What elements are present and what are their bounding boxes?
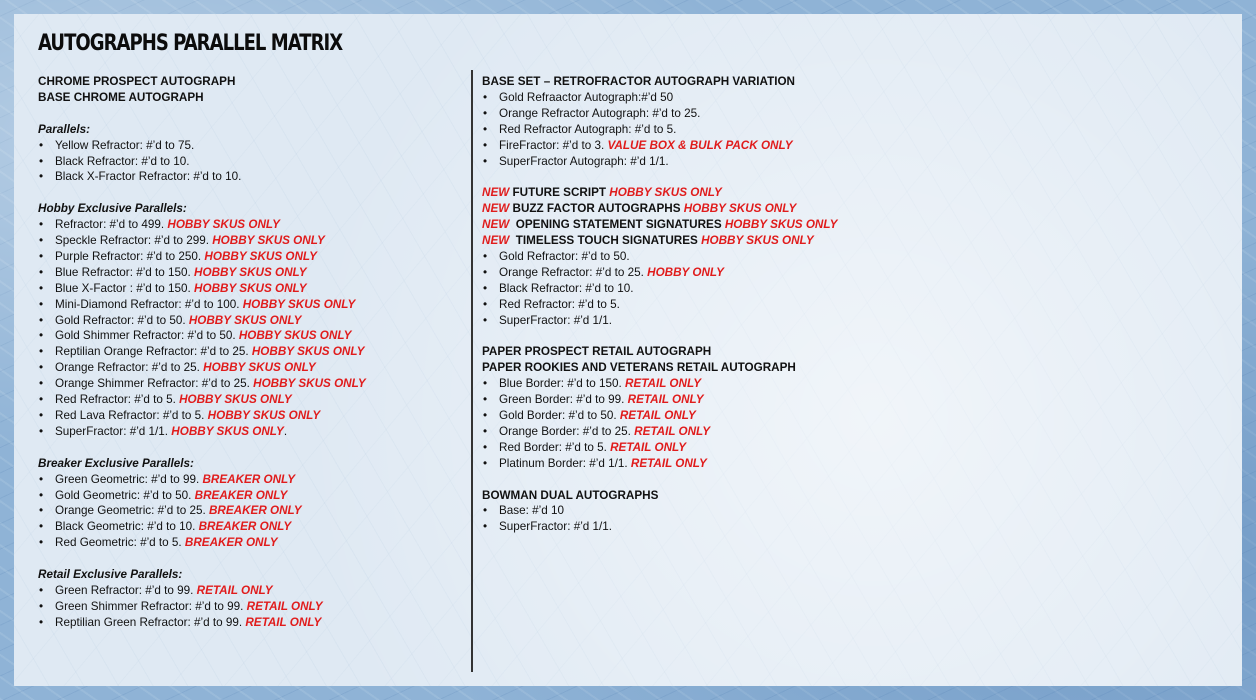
item-suffix: . <box>283 424 288 438</box>
insert-name: OPENING STATEMENT SIGNATURES <box>509 218 725 232</box>
list-item <box>482 392 1222 408</box>
section-header-paper-prospect: PAPER PROSPECT RETAIL AUTOGRAPH <box>482 345 712 359</box>
list-item <box>482 106 1222 122</box>
section-header-base-chrome: BASE CHROME AUTOGRAPH <box>38 90 204 104</box>
list-item <box>482 90 1222 106</box>
list-item <box>482 281 1222 297</box>
section-header-paper-rookies: PAPER ROOKIES AND VETERANS RETAIL AUTOGRAPH <box>482 361 796 375</box>
exclusive-tag: RETAIL ONLY <box>196 583 273 597</box>
list-item <box>38 392 458 408</box>
content-panel <box>14 14 1242 686</box>
exclusive-tag: HOBBY SKUS ONLY <box>724 218 838 232</box>
page-title: AUTOGRAPHS PARALLEL MATRIX <box>38 31 343 56</box>
exclusive-tag: HOBBY SKUS ONLY <box>179 393 292 407</box>
exclusive-tag: HOBBY ONLY <box>647 265 724 279</box>
item-text: Orange Shimmer Refractor: #’d to 25. <box>55 377 254 391</box>
item-text: Red Refractor: #’d to 5. <box>55 393 180 407</box>
item-text: SuperFractor: #’d 1/1. <box>499 520 613 534</box>
new-badge: NEW <box>482 202 510 216</box>
insert-name: BUZZ FACTOR AUTOGRAPHS <box>509 202 684 216</box>
list-paper-retail <box>482 376 1222 471</box>
item-text: Green Border: #’d to 99. <box>499 393 628 407</box>
list-retail-exclusive <box>38 583 458 631</box>
list-item <box>482 408 1222 424</box>
item-text: Black Refractor: #’d to 10. <box>499 281 634 295</box>
section-header-bowman-dual: BOWMAN DUAL AUTOGRAPHS <box>482 488 659 502</box>
item-text: Orange Refractor: #’d to 25. <box>499 265 648 279</box>
exclusive-tag: BREAKER ONLY <box>184 536 278 550</box>
item-text: Gold Refraactor Autograph:#’d 50 <box>499 90 674 104</box>
list-item <box>482 456 1222 472</box>
exclusive-tag: HOBBY SKUS ONLY <box>212 234 325 248</box>
exclusive-tag: BREAKER ONLY <box>194 488 288 502</box>
item-text: Green Geometric: #’d to 99. <box>55 472 203 486</box>
column-divider <box>471 70 473 672</box>
exclusive-tag: RETAIL ONLY <box>625 377 702 391</box>
insert-name: FUTURE SCRIPT <box>509 186 610 200</box>
exclusive-tag: HOBBY SKUS ONLY <box>251 345 365 359</box>
insert-name: TIMELESS TOUCH SIGNATURES <box>509 234 702 248</box>
item-text: Blue Border: #’d to 150. <box>499 377 626 391</box>
item-text: Gold Refractor: #’d to 50. <box>499 249 630 263</box>
item-text: SuperFractor: #’d 1/1. <box>55 424 172 438</box>
list-item <box>38 297 458 313</box>
item-text: Red Geometric: #’d to 5. <box>55 536 185 550</box>
subheader-hobby-exclusive: Hobby Exclusive Parallels: <box>38 202 187 216</box>
list-item <box>38 265 458 281</box>
exclusive-tag: HOBBY SKUS ONLY <box>242 297 356 311</box>
list-item <box>38 328 458 344</box>
exclusive-tag: HOBBY SKUS ONLY <box>204 249 317 263</box>
exclusive-tag: HOBBY SKUS ONLY <box>238 329 352 343</box>
subheader-breaker-exclusive: Breaker Exclusive Parallels: <box>38 456 194 470</box>
item-text: Reptilian Orange Refractor: #’d to 25. <box>55 345 252 359</box>
list-item <box>482 122 1222 138</box>
exclusive-tag: RETAIL ONLY <box>246 599 323 613</box>
exclusive-tag: RETAIL ONLY <box>245 615 322 629</box>
list-breaker-exclusive <box>38 472 458 552</box>
exclusive-tag: RETAIL ONLY <box>619 409 696 422</box>
item-text: Green Refractor: #’d to 99. <box>55 583 197 597</box>
exclusive-tag: HOBBY SKUS ONLY <box>683 202 797 216</box>
list-item <box>38 488 458 504</box>
item-text: Orange Refractor: #’d to 25. <box>55 361 204 375</box>
list-item <box>482 376 1222 392</box>
list-insert-parallels <box>482 249 1222 329</box>
exclusive-tag: RETAIL ONLY <box>627 393 704 407</box>
list-item <box>482 154 1222 170</box>
item-text: SuperFractor Autograph: #’d 1/1. <box>499 154 669 168</box>
section-header-retrofractor: BASE SET – RETROFRACTOR AUTOGRAPH VARIATION <box>482 75 795 88</box>
new-badge: NEW <box>482 234 510 248</box>
list-item: • Black X-Fractor Refractor: #’d to 10. <box>38 169 458 185</box>
section-header-chrome-prospect: CHROME PROSPECT AUTOGRAPH <box>38 75 236 88</box>
exclusive-tag: RETAIL ONLY <box>634 424 711 438</box>
section-header-buzz-factor <box>482 201 1222 217</box>
item-text: Red Refractor Autograph: #’d to 5. <box>499 122 677 136</box>
list-item <box>38 599 458 615</box>
item-text: Orange Border: #’d to 25. <box>499 424 635 438</box>
item-text: Refractor: #’d to 499. <box>55 218 168 232</box>
list-item <box>38 233 458 249</box>
list-item <box>38 519 458 535</box>
item-text: Purple Refractor: #’d to 250. <box>55 249 205 263</box>
exclusive-tag: BREAKER ONLY <box>198 520 292 534</box>
list-item <box>38 472 458 488</box>
new-badge: NEW <box>482 186 510 200</box>
item-text: Gold Border: #’d to 50. <box>499 409 620 422</box>
exclusive-tag: HOBBY SKUS ONLY <box>701 234 814 248</box>
list-item <box>38 344 458 360</box>
item-text: Blue X-Factor : #’d to 150. <box>55 281 195 295</box>
list-item: • Black Refractor: #’d to 10. <box>38 154 458 170</box>
list-item <box>38 313 458 329</box>
section-header-future-script <box>482 185 1222 201</box>
item-text: Base: #’d 10 <box>499 504 564 518</box>
exclusive-tag: HOBBY SKUS ONLY <box>194 281 307 295</box>
list-item <box>38 535 458 551</box>
section-header-opening-statement <box>482 217 1222 233</box>
exclusive-tag: BREAKER ONLY <box>208 504 302 518</box>
item-text: FireFractor: #’d to 3. <box>499 138 608 152</box>
section-header-timeless-touch <box>482 233 1222 249</box>
list-parallels <box>38 138 458 186</box>
list-item <box>38 217 458 233</box>
item-text: Platinum Border: #’d 1/1. <box>499 456 631 470</box>
exclusive-tag: HOBBY SKUS ONLY <box>194 265 307 279</box>
item-text: Red Lava Refractor: #’d to 5. <box>55 409 208 422</box>
subheader-retail-exclusive: Retail Exclusive Parallels: <box>38 568 183 582</box>
item-text: Speckle Refractor: #’d to 299. <box>55 234 213 248</box>
new-badge: NEW <box>482 218 510 232</box>
subheader-parallels: Parallels: <box>38 122 90 136</box>
list-item <box>38 249 458 265</box>
item-text: Reptilian Green Refractor: #’d to 99. <box>55 615 246 629</box>
item-text: Gold Refractor: #’d to 50. <box>55 313 189 327</box>
list-hobby-exclusive <box>38 217 458 440</box>
list-item <box>482 297 1222 313</box>
list-item <box>482 138 1222 154</box>
item-text: Red Refractor: #’d to 5. <box>499 297 620 311</box>
exclusive-tag: HOBBY SKUS ONLY <box>167 218 280 232</box>
exclusive-tag: VALUE BOX & BULK PACK ONLY <box>607 138 793 152</box>
list-item <box>38 408 458 424</box>
exclusive-tag: HOBBY SKUS ONLY <box>171 424 284 438</box>
left-column <box>38 74 458 631</box>
list-item <box>482 249 1222 265</box>
item-text: Mini-Diamond Refractor: #’d to 100. <box>55 297 243 311</box>
item-text: Blue Refractor: #’d to 150. <box>55 265 195 279</box>
list-item <box>38 376 458 392</box>
exclusive-tag: BREAKER ONLY <box>202 472 296 486</box>
exclusive-tag: HOBBY SKUS ONLY <box>188 313 302 327</box>
list-retrofractor <box>482 90 1222 170</box>
item-text: Orange Refractor Autograph: #’d to 25. <box>499 106 701 120</box>
list-item: • Yellow Refractor: #’d to 75. <box>38 138 458 154</box>
exclusive-tag: RETAIL ONLY <box>630 456 707 470</box>
item-text: Orange Geometric: #’d to 25. <box>55 504 209 518</box>
item-text: Green Shimmer Refractor: #’d to 99. <box>55 599 247 613</box>
item-text: Red Border: #’d to 5. <box>499 440 611 454</box>
list-item <box>38 583 458 599</box>
exclusive-tag: HOBBY SKUS ONLY <box>253 377 366 391</box>
item-text: Gold Shimmer Refractor: #’d to 50. <box>55 329 239 343</box>
item-text: Black Geometric: #’d to 10. <box>55 520 199 534</box>
item-text: SuperFractor: #’d 1/1. <box>499 313 613 327</box>
list-bowman-dual <box>482 503 1222 535</box>
exclusive-tag: HOBBY SKUS ONLY <box>609 186 722 200</box>
exclusive-tag: HOBBY SKUS ONLY <box>207 409 321 422</box>
list-item <box>482 313 1222 329</box>
list-item <box>482 424 1222 440</box>
list-item <box>38 503 458 519</box>
right-column <box>482 74 1222 535</box>
list-item <box>38 424 458 440</box>
exclusive-tag: RETAIL ONLY <box>610 440 687 454</box>
item-text: Gold Geometric: #’d to 50. <box>55 488 195 502</box>
list-item <box>38 615 458 631</box>
list-item <box>482 519 1222 535</box>
list-item <box>482 503 1222 519</box>
list-item <box>482 265 1222 281</box>
list-item <box>38 360 458 376</box>
exclusive-tag: HOBBY SKUS ONLY <box>203 361 316 375</box>
list-item <box>482 440 1222 456</box>
list-item <box>38 281 458 297</box>
